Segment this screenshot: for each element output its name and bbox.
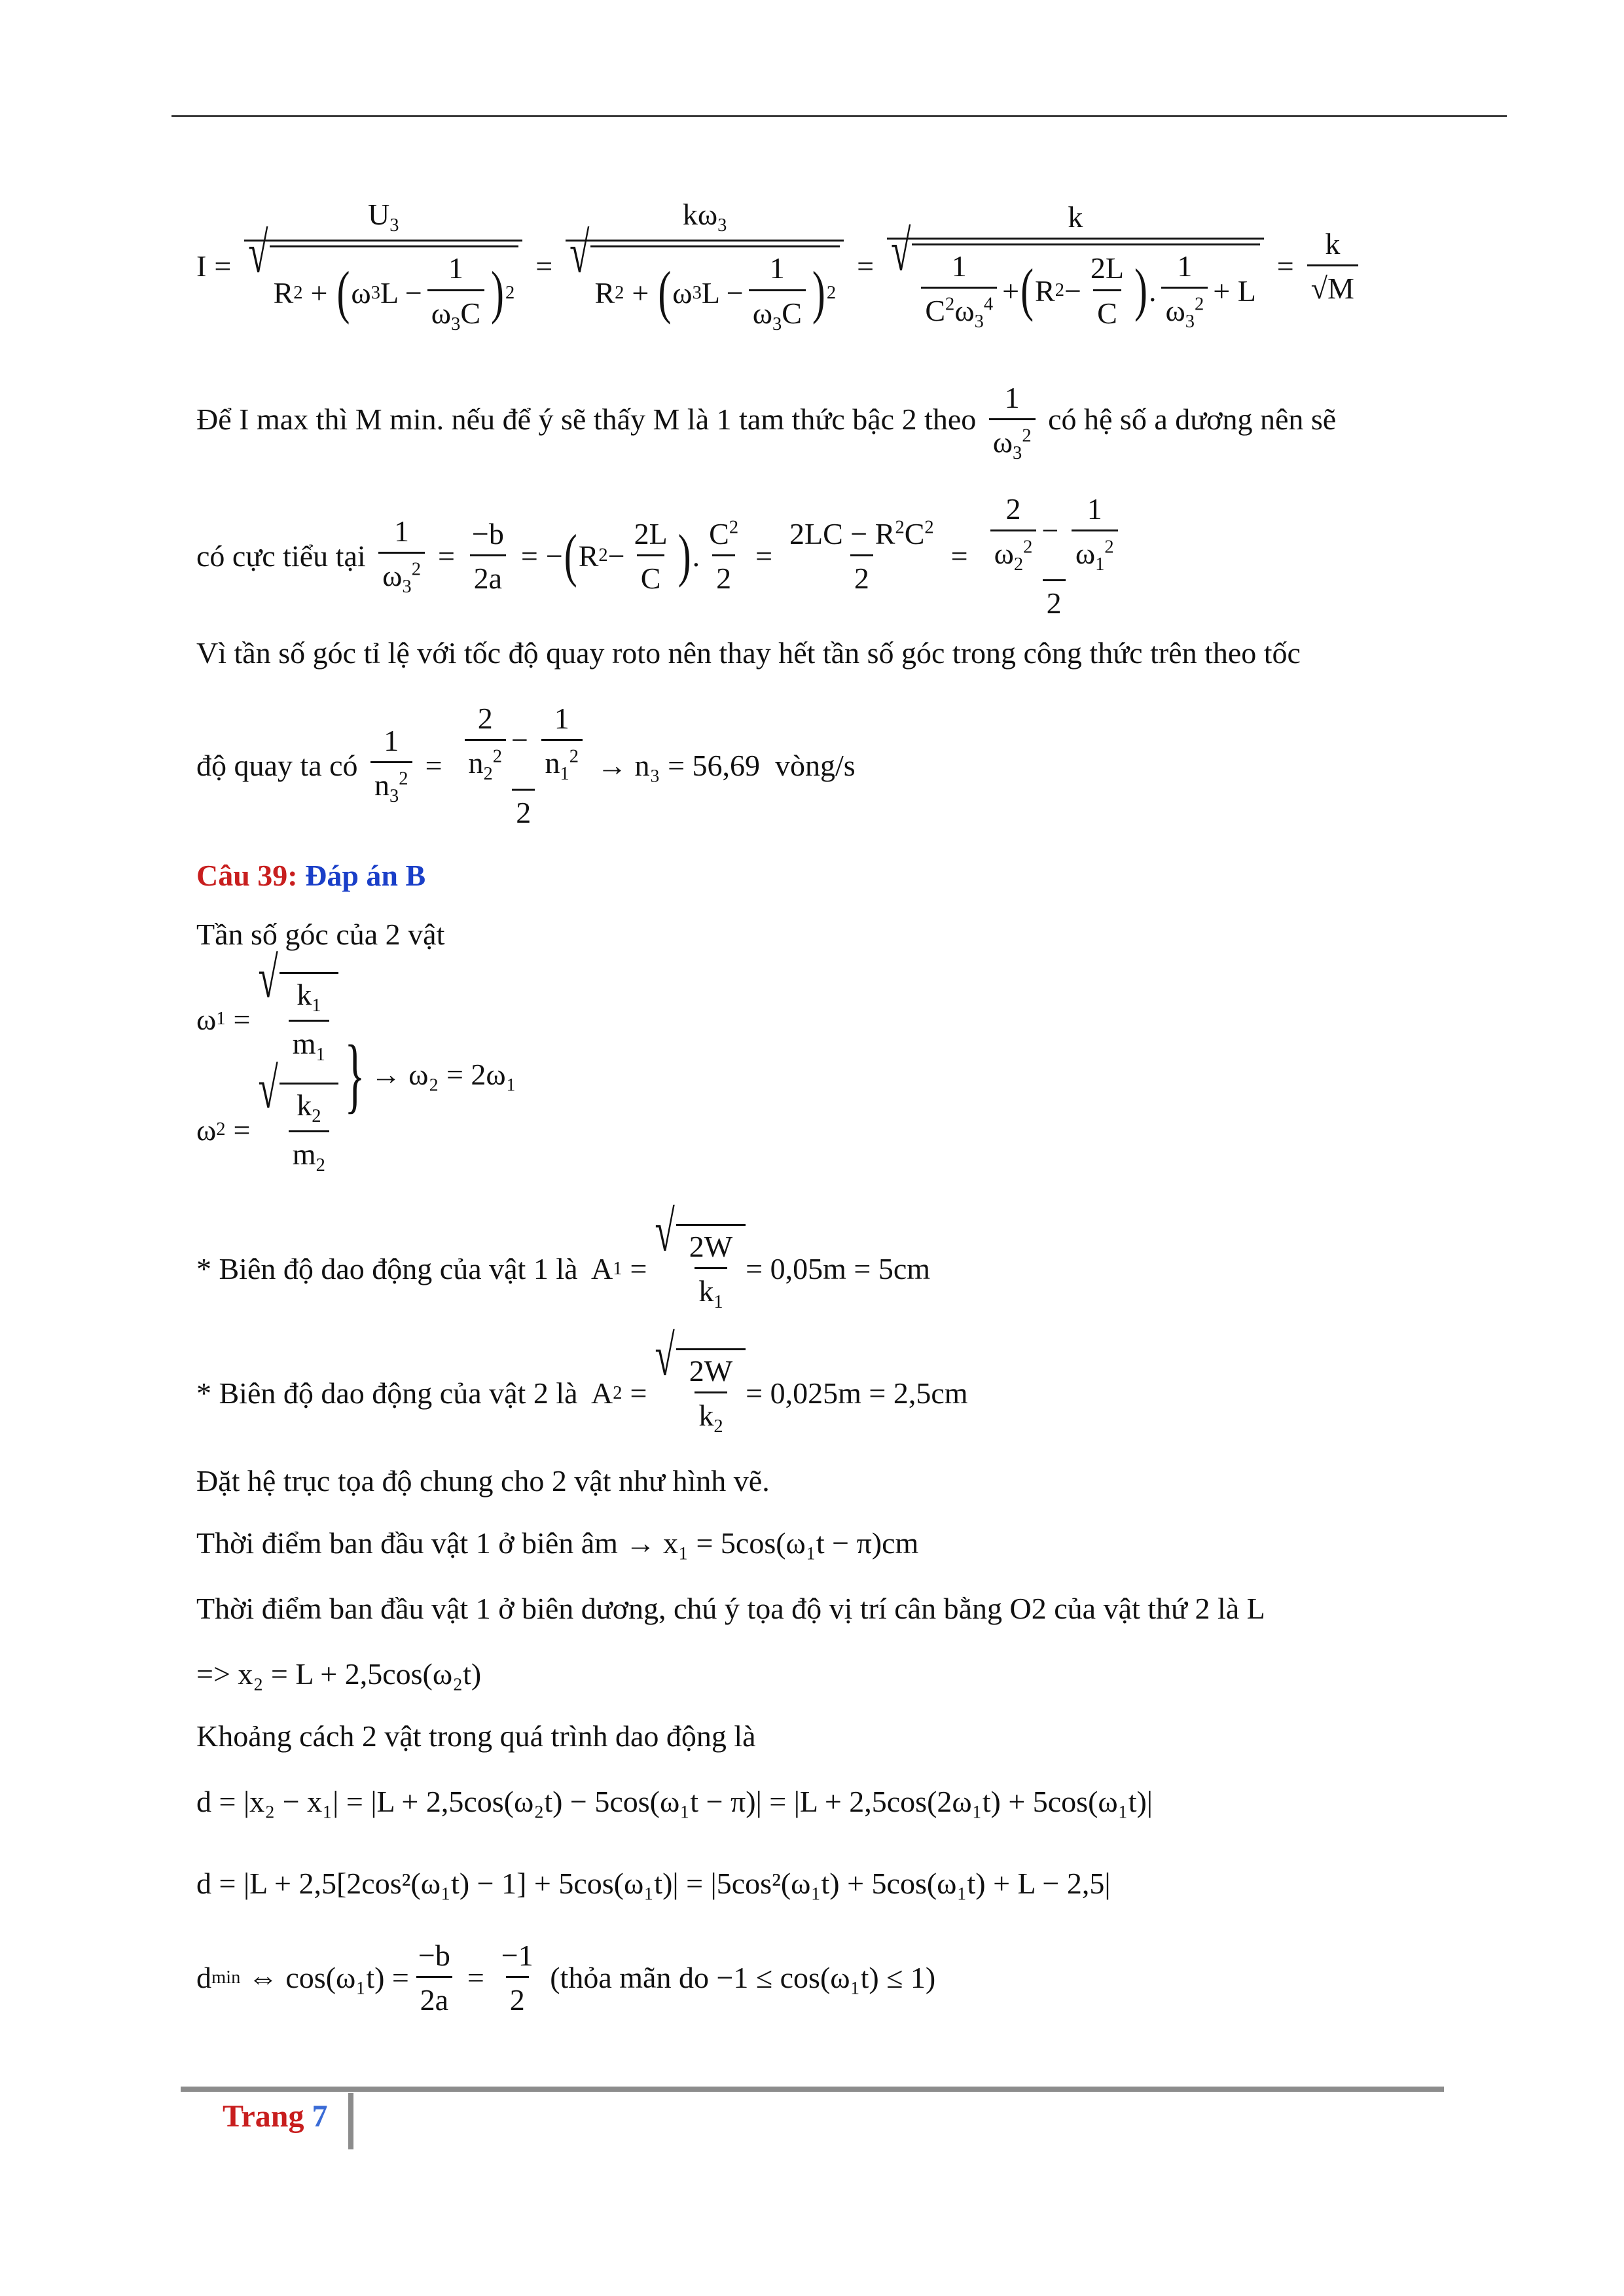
footer-rule — [181, 2087, 1444, 2092]
paragraph-2: có cực tiểu tại $\frac{1}{\omega_3^2}$ = $\frac{-b}{2a}$ = − ( R 2 − $\frac{2L}{C}$ ) . $\frac{C^2}{2}$ = $\frac{2LC - R^2C^2}{2}$ = $\frac{2}{\omega_2^2}$ − $\frac{1}{\omega_1^2}$ 2 — [196, 491, 1132, 621]
page-number: 7 — [312, 2099, 328, 2134]
paragraph-4-lead: độ quay ta có — [196, 748, 358, 782]
distance-min-equation: d min ⇔ cos(ω₁t) = $\frac{-b}{2a}$ = $\frac{-1}{2}$ (thỏa mãn do −1 ≤ cos(ω₁t) ≤ 1) — [196, 1937, 935, 2018]
x1-equation: → x₁ = 5cos(ω₁t − π)cm — [625, 1526, 919, 1560]
amplitude-2-result: = 0,025m = 2,5cm — [746, 1376, 968, 1410]
amplitude-1-result: = 0,05m = 5cm — [746, 1252, 931, 1286]
dmin-lead: ⇔ cos(ω₁t) = — [247, 1961, 409, 1995]
paragraph-10: Thời điểm ban đầu vật 1 ở biên dương, chú ý tọa độ vị trí cân bằng O2 của vật thứ 2 là L — [196, 1592, 1265, 1625]
footer-label: Trang — [223, 2099, 304, 2134]
paragraph-8: Đặt hệ trục tọa độ chung cho 2 vật như hình vẽ. — [196, 1464, 770, 1498]
n3-unit: vòng/s — [775, 748, 856, 782]
omega-result: → ω₂ = 2ω₁ — [370, 1058, 516, 1092]
question-label: Câu 39: — [196, 859, 298, 892]
paragraph-3: Vì tần số góc tỉ lệ với tốc độ quay roto nên thay hết tần số góc trong công thức trên theo tốc — [196, 636, 1301, 670]
paragraph-11: => x₂ = L + 2,5cos(ω₂t) — [196, 1657, 482, 1691]
page-footer — [223, 2098, 327, 2134]
distance-equation-2: d = |L + 2,5[2cos²(ω₁t) − 1] + 5cos(ω₁t)| = |5cos²(ω₁t) + 5cos(ω₁t) + L − 2,5| — [196, 1867, 1111, 1900]
omega-system: ω 1 = √ $\frac{k_1}{m_1}$ ω 2 = √ $\frac{k_2}{m_2}$ } → ω₂ = 2ω₁ — [196, 972, 516, 1177]
footer-divider — [348, 2093, 353, 2149]
paragraph-6-text: * Biên độ dao động của vật 1 là — [196, 1252, 578, 1286]
question-39-heading — [196, 857, 425, 893]
paragraph-7: * Biên độ dao động của vật 2 là A 2 = √ $\frac{2W}{k_2}$ = 0,025m = 2,5cm — [196, 1348, 968, 1439]
paragraph-1-text: Để I max thì M min. nếu để ý sẽ thấy M là 1 tam thức bậc 2 theo — [196, 402, 977, 436]
paragraph-6: * Biên độ dao động của vật 1 là A 1 = √ $\frac{2W}{k_1}$ = 0,05m = 5cm — [196, 1224, 930, 1314]
n3-result: → n₃ = 56,69 — [597, 748, 761, 782]
equation-current: I = $U_3$ √ R 2 + ( ω 3 L − $\frac{1}{\omega_3C}$ ) 2 = $k\omega_3$ √ R 2 + ( ω 3 L − $\frac{1}{\omega_3C}$ ) 2 = k √ $\frac{1}{C^2\omega_3^4}$ + ( R 2 − $\frac{2L}{C}$ ) . $\frac{1}{\omega_3^2}$ + L = $\frac{k}{√M}$ — [196, 196, 1363, 336]
paragraph-7-text: * Biên độ dao động của vật 2 là — [196, 1376, 578, 1410]
distance-equation-1: d = |x₂ − x₁| = |L + 2,5cos(ω₂t) − 5cos(ω₁t − π)| = |L + 2,5cos(2ω₁t) + 5cos(ω₁t)| — [196, 1785, 1153, 1818]
dmin-condition: (thỏa mãn do −1 ≤ cos(ω₁t) ≤ 1) — [550, 1961, 936, 1995]
paragraph-9 — [196, 1525, 918, 1561]
paragraph-12: Khoảng cách 2 vật trong quá trình dao động là — [196, 1719, 756, 1753]
paragraph-1-tail: có hệ số a dương nên sẽ — [1048, 402, 1337, 436]
answer-label: Đáp án B — [305, 859, 426, 892]
paragraph-9-text: Thời điểm ban đầu vật 1 ở biên âm — [196, 1526, 618, 1560]
paragraph-4: độ quay ta có $\frac{1}{n_3^2}$ = $\frac{2}{n_2^2}$ − $\frac{1}{n_1^2}$ 2 → n₃ = 56,69 vòng/s — [196, 700, 856, 831]
curly-brace: } — [344, 1027, 365, 1121]
paragraph-5: Tần số góc của 2 vật — [196, 918, 445, 951]
paragraph-2-lead: có cực tiểu tại — [196, 539, 366, 573]
paragraph-1: Để I max thì M min. nếu để ý sẽ thấy M là 1 tam thức bậc 2 theo $\frac{1}{\omega_3^2}$ có hệ số a dương nên sẽ — [196, 380, 1336, 465]
header-rule — [171, 115, 1507, 117]
